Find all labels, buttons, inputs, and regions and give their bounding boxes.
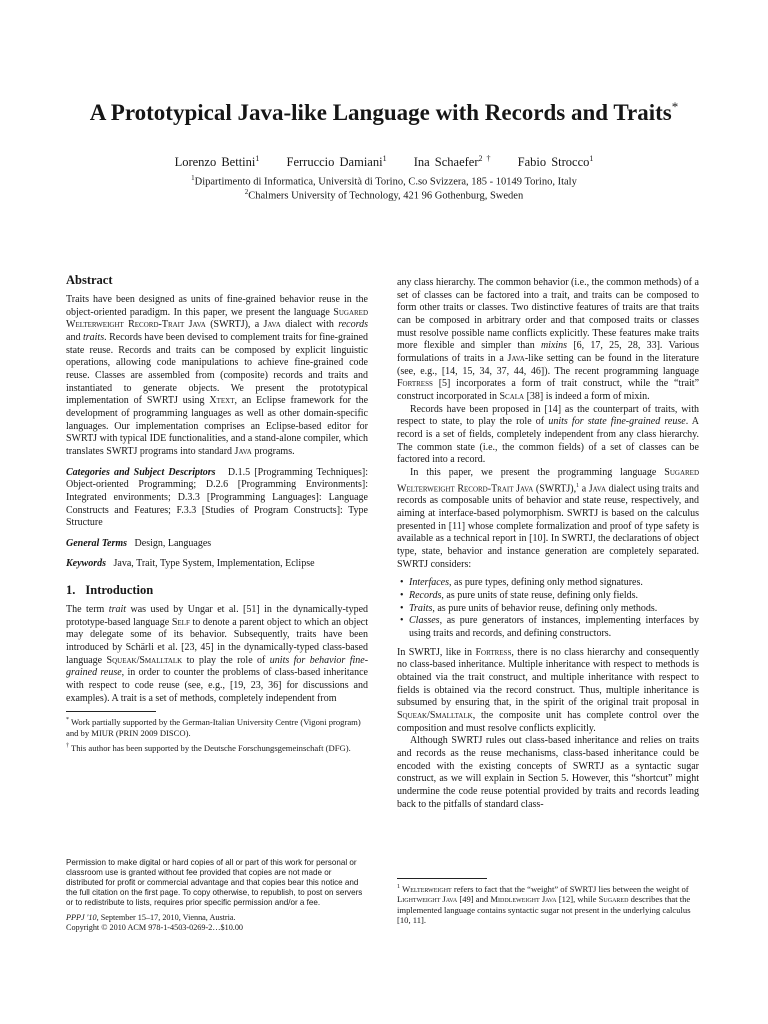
keywords: Keywords Java, Trait, Type System, Implementation, Eclipse: [66, 558, 315, 570]
author: Fabio Strocco$^1$: [517, 154, 594, 170]
categories-descriptors: Categories and Subject Descriptors D.1.5 [Programming Techniques]: Object-oriented Programming; D.2.6 [Programming Environments]: Integrated environments; D.3.3 [Programming Languages]: Language Constructs and Features; F.3.3 [Studies of Program Constructs]: Type Structure: [66, 466, 368, 529]
footnote: † This author has been supported by the Deutsche Forschungsgemeinschaft (DFG).: [66, 743, 351, 754]
introduction-heading: 1. Introduction: [66, 583, 154, 598]
author: Ina Schaefer$^{2 \dagger}$: [413, 154, 491, 170]
footnote-rule: [397, 878, 487, 879]
footnote-rule: [66, 711, 156, 712]
abstract-heading: Abstract: [66, 273, 113, 287]
author-list: [0, 150, 768, 171]
general-terms: General Terms Design, Languages: [66, 537, 212, 549]
author: Ferruccio Damiani$^1$: [286, 154, 387, 170]
list-item: • Records, as pure units of state reuse, defining only fields.: [409, 590, 699, 603]
paragraph: Although SWRTJ rules out class-based inheritance and relies on traits and records as the reuse mechanisms, class-based inheritance could be encoded with the existing concepts of SWRTJ as a syntactic sugar construct, as we will explain in Section 5. However, this “shortcut” might undermine the code reuse potential provided by traits and records leading back to the pitfalls of standard class-: [397, 735, 699, 810]
abstract-text: Traits have been designed as units of fine-grained behavior reuse in the object-oriented paradigm. In this paper, we present the language Sugared Welterweight Record-Trait Java (SWRTJ), a Java dialect with records and traits. Records have been devised to complement traits for fine-grained state reuse. Records and traits can be composed by explicit linguistic operations, allowing code manipulations to achieve fine-grained code reuse. Classes are assembled from (composite) records and traits and instantiated to generate objects. We present the prototypical implementation of SWRTJ using Xtext, an Eclipse framework for the development of programming languages as well as other domain-specific languages. Our implementation comprises an Eclipse-based editor for SWRTJ with typical IDE functionalities, and a stand-alone compiler, which translates SWRTJ programs into standard Java programs.: [66, 294, 369, 457]
paragraph: In SWRTJ, like in Fortress, there is no class hierarchy and consequently no class-based inheritance. Multiple inheritance with respect to methods is obtained via the trait construct, and multiple inheritance with respect to fields is obtained via the record construct. Thus, multiple inheritance is subsumed by ensuring that, in the spirit of the original trait proposal in Squeak/Smalltalk, the composite unit has complete control over the composition and must resolve conflicts explicitly.: [397, 646, 699, 734]
affiliation: $^1$Dipartimento di Informatica, Università di Torino, C.so Svizzera, 185 - 10149 Torino, Italy: [191, 174, 577, 188]
paragraph: Records have been proposed in [14] as the counterpart of traits, with respect to state, to play the role of units for state fine-grained reuse. A record is a set of fields, completely independent from any class hierarchy. The common state (i.e., the common fields) of a set of classes can be factored into a record.: [397, 403, 700, 466]
author: Lorenzo Bettini$^1$: [174, 154, 260, 170]
footnote: $^1$ Welterweight refers to fact that the “weight” of SWRTJ lies between the weight of Lightweight Java [49] and Middleweight Java [12], while Sugared describes that the implemented language contains syntactic sugar not present in the underlying calculus [10, 11].: [397, 883, 691, 926]
paper-title: A Prototypical Java-like Language with Records and Traits*: [89, 99, 679, 125]
paragraph: any class hierarchy. The common behavior (i.e., the common methods) of a set of classes can be factored into a trait, and traits can be composed to form other traits or classes. Two distinctive features of traits are that traits can be composed in arbitrary order and that composed traits or classes must resolve possible name conflicts explicitly. These features make traits more flexible and simpler than mixins [6, 17, 25, 28, 33]. Various formulations of traits in a Java-like setting can be found in the literature (see, e.g., [14, 15, 34, 37, 44, 46]). The recent programming language Fortress [5] incorporates a form of trait construct, while the “trait” construct incorporated in Scala [38] is indeed a form of mixin.: [397, 277, 700, 402]
list-item: • Traits, as pure units of behavior reuse, defining only methods.: [409, 603, 699, 616]
bullet-list: [397, 577, 699, 640]
left-column: [66, 273, 368, 757]
paragraph: In this paper, we present the programming language Sugared Welterweight Record-Trait Java (SWRTJ),$^1$ a Java dialect using traits and records as composable units of behavior and state reuse, respectively, and aiming at interface-based polymorphism. SWRTJ is based on the calculus presented in [11] whose complete formalization and proof of type safety is available as a technical report in [10]. In SWRTJ, the declarations of object type, state, behavior and instance generation are completely separated. SWRTJ considers:: [397, 466, 700, 570]
title-footnote-mark: *: [671, 99, 679, 114]
right-column: [397, 277, 699, 811]
right-footnote-area: [397, 878, 699, 929]
copyright-block: PPPJ '10, September 15–17, 2010, Vienna, Austria. Copyright © 2010 ACM 978-1-4503-0269-2…$10.00: [66, 913, 244, 933]
footnote: * Work partially supported by the German-Italian University Centre (Vigoni program) and by MIUR (PRIN 2009 DISCO).: [66, 717, 361, 738]
introduction-text: The term trait was used by Ungar et al. [51] in the dynamically-typed prototype-based language Self to denote a parent object to which an object may delegate some of its behavior. Subsequently, traits have been introduced by Schärli et al. [23, 45] in the dynamically-typed class-based language Squeak/Smalltalk to play the role of units for behavior fine-grained reuse, in order to counter the problems of class-based inheritance with respect to code reuse (see, e.g., [19, 23, 36] for discussions and examples). A trait is a set of methods, completely independent from: [66, 604, 369, 704]
affiliation: $^2$Chalmers University of Technology, 421 96 Gothenburg, Sweden: [244, 188, 524, 202]
list-item: • Interfaces, as pure types, defining only method signatures.: [409, 577, 699, 590]
list-item: • Classes, as pure generators of instances, implementing interfaces by using traits and records, and defining constructors.: [409, 615, 699, 640]
permission-notice: Permission to make digital or hard copies of all or part of this work for personal or classroom use is granted without fee provided that copies are not made or distributed for profit or commercial advantage and that copies bear this notice and the full citation on the first page. To copy otherwise, to republish, to post on servers or to redistribute to lists, requires prior specific permission and/or a fee.: [66, 858, 363, 907]
